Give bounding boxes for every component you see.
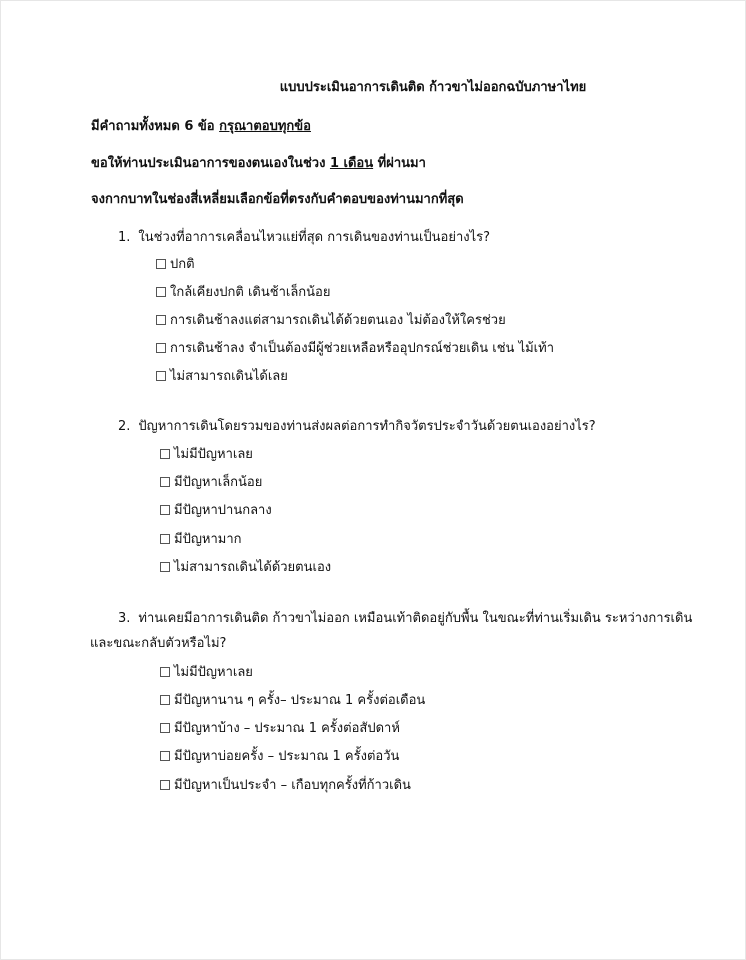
option-label: การเดินช้าลงแต่สามารถเดินได้ด้วยตนเอง ไม่ต้องให้ใครช่วย: [170, 313, 506, 328]
checkbox[interactable]: [160, 780, 170, 790]
checkbox[interactable]: [156, 371, 166, 381]
option-item[interactable]: [156, 365, 288, 386]
option-item[interactable]: [160, 661, 253, 682]
option-item[interactable]: [156, 281, 330, 302]
question-count-text: มีคำถามทั้งหมด 6 ข้อ: [91, 119, 220, 134]
option-label: ไม่มีปัญหาเลย: [174, 447, 253, 462]
option-item[interactable]: [160, 471, 262, 492]
instruction-line-3: จงกากบาทในช่องสี่เหลี่ยมเลือกข้อที่ตรงกับคำตอบของท่านมากที่สุด: [91, 192, 464, 207]
question-2: [118, 415, 596, 436]
option-item[interactable]: [160, 689, 425, 710]
option-label: มีปัญหาบ่อยครั้ง – ประมาณ 1 ครั้งต่อวัน: [174, 749, 400, 764]
instruction-line-2: [91, 152, 426, 173]
instruction-line-1: [91, 115, 311, 136]
question-number: 2.: [118, 419, 131, 434]
option-item[interactable]: [160, 745, 399, 766]
question-3: [118, 607, 692, 628]
checkbox[interactable]: [156, 315, 166, 325]
period-prefix-text: ขอให้ท่านประเมินอาการของตนเองในช่วง: [91, 156, 330, 171]
checkbox[interactable]: [160, 562, 170, 572]
checkbox[interactable]: [160, 723, 170, 733]
question-number: 3.: [118, 611, 131, 626]
question-1: [118, 226, 490, 247]
checkbox[interactable]: [160, 534, 170, 544]
option-label: มีปัญหาเล็กน้อย: [174, 475, 263, 490]
option-label: การเดินช้าลง จำเป็นต้องมีผู้ช่วยเหลือหรืออุปกรณ์ช่วยเดิน เช่น ไม้เท้า: [170, 341, 554, 356]
option-label: มีปัญหาบ้าง – ประมาณ 1 ครั้งต่อสัปดาห์: [174, 721, 400, 736]
checkbox[interactable]: [156, 343, 166, 353]
checkbox[interactable]: [156, 259, 166, 269]
checkbox[interactable]: [160, 477, 170, 487]
option-item[interactable]: [156, 253, 195, 274]
option-item[interactable]: [160, 499, 272, 520]
question-text: ในช่วงที่อาการเคลื่อนไหวแย่ที่สุด การเดินของท่านเป็นอย่างไร?: [138, 230, 491, 245]
question-number: 1.: [118, 230, 131, 245]
option-label: มีปัญหาเป็นประจำ – เกือบทุกครั้งที่ก้าวเดิน: [174, 778, 411, 793]
option-item[interactable]: [160, 774, 411, 795]
option-item[interactable]: [156, 337, 554, 358]
checkbox[interactable]: [160, 505, 170, 515]
option-item[interactable]: [160, 717, 400, 738]
checkbox[interactable]: [160, 449, 170, 459]
question-3-continuation: และขณะกลับตัวหรือไม่?: [90, 636, 227, 651]
question-text: ปัญหาการเดินโดยรวมของท่านส่งผลต่อการทำกิจวัตรประจำวันด้วยตนเองอย่างไร?: [138, 419, 596, 434]
option-item[interactable]: [160, 528, 242, 549]
option-label: มีปัญหาปานกลาง: [174, 503, 272, 518]
option-label: ปกติ: [170, 257, 195, 272]
document-title: แบบประเมินอาการเดินติด ก้าวขาไม่ออกฉบับภาษาไทย: [279, 80, 587, 95]
option-item[interactable]: [160, 556, 331, 577]
checkbox[interactable]: [160, 695, 170, 705]
option-label: ไม่มีปัญหาเลย: [174, 665, 253, 680]
checkbox[interactable]: [160, 667, 170, 677]
option-item[interactable]: [156, 309, 506, 330]
option-label: มีปัญหานาน ๆ ครั้ง– ประมาณ 1 ครั้งต่อเดือน: [174, 693, 426, 708]
option-label: ใกล้เคียงปกติ เดินช้าเล็กน้อย: [170, 285, 331, 300]
answer-all-text: กรุณาตอบทุกข้อ: [219, 119, 311, 134]
checkbox[interactable]: [160, 751, 170, 761]
period-suffix-text: ที่ผ่านมา: [373, 156, 426, 171]
option-label: มีปัญหามาก: [174, 532, 242, 547]
question-text: ท่านเคยมีอาการเดินติด ก้าวขาไม่ออก เหมือนเท้าติดอยู่กับพื้น ในขณะที่ท่านเริ่มเดิน ระหว่างการเดิน: [138, 611, 693, 626]
option-item[interactable]: [160, 443, 253, 464]
checkbox[interactable]: [156, 287, 166, 297]
option-label: ไม่สามารถเดินได้เลย: [170, 369, 288, 384]
option-label: ไม่สามารถเดินได้ด้วยตนเอง: [174, 560, 332, 575]
period-text: 1 เดือน: [329, 156, 374, 171]
